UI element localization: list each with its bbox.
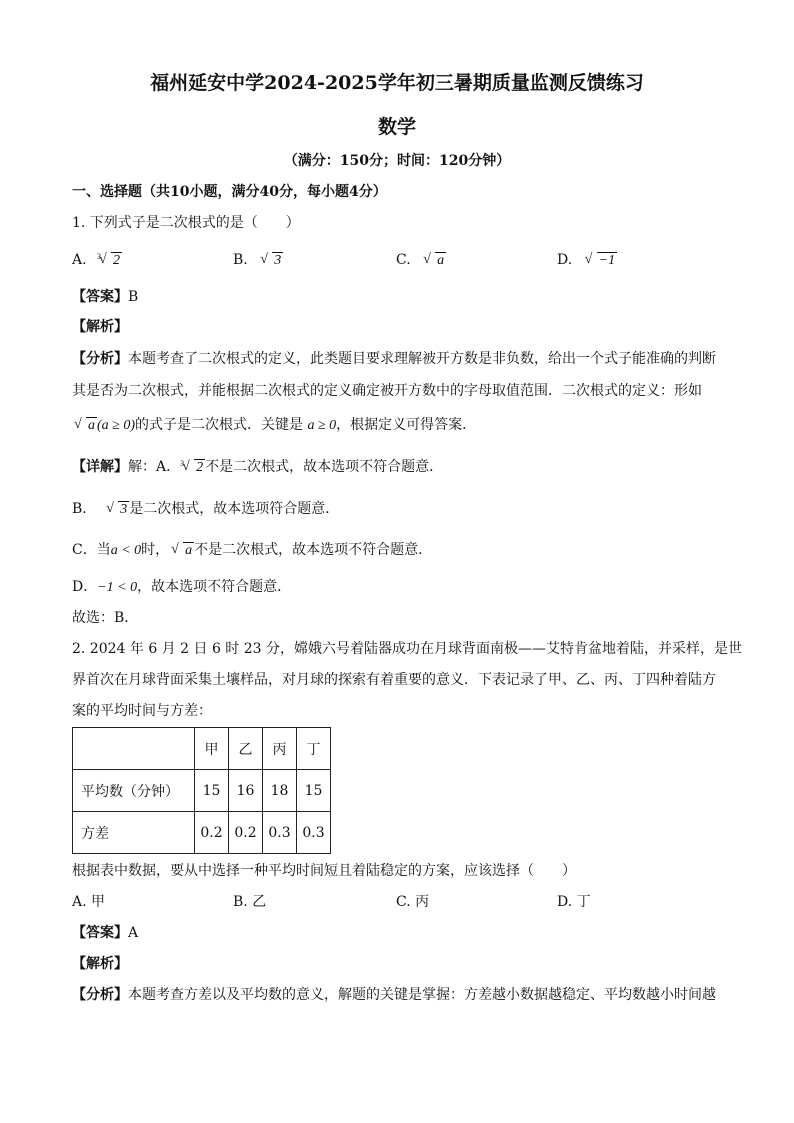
square-root: √ −1 (585, 251, 617, 271)
q1-analysis-tag: 【解析】 (72, 319, 128, 335)
q1-fenxi-line1: 【分析】本题考查了二次根式的定义，此类题目要求理解被开方数是非负数，给出一个式子能准确的判断 (72, 351, 716, 367)
table-row: 平均数（分钟） 15 16 18 15 (73, 770, 331, 812)
cube-root: √ 3 2 (99, 251, 122, 271)
q2-data-table (72, 727, 331, 854)
q2-analysis-tag: 【解析】 (72, 956, 128, 972)
q2-option-c: C. 丙 (396, 894, 430, 910)
q2-stem-line2: 界首次在月球背面采集土壤样品，对月球的探索有着重要的意义．下表记录了甲、乙、丙、丁四种着陆方 (72, 672, 716, 688)
q2-fenxi-line1: 【分析】本题考查方差以及平均数的意义，解题的关键是掌握：方差越小数据越稳定、平均数越小时间越 (72, 987, 716, 1003)
square-root: √ 3 (106, 500, 129, 520)
q1-option-d: D. √ −1 (557, 250, 617, 271)
q2-option-b: B. 乙 (233, 894, 267, 910)
q2-option-d: D. 丁 (557, 894, 591, 910)
q1-option-b: B. √ 3 (233, 250, 283, 271)
q2-option-a: A. 甲 (72, 894, 106, 910)
q2-stem-line3: 案的平均时间与方差： (72, 703, 212, 719)
square-root: √ a (423, 251, 446, 271)
q1-stem: 1. 下列式子是二次根式的是（ ） (72, 215, 300, 231)
q1-detail-c: C．当a < 0时，√ a 不是二次根式，故本选项不符合题意． (72, 540, 432, 561)
q1-detail-a: 【详解】解：A． √ 3 2 不是二次根式，故本选项不符合题意． (72, 457, 443, 478)
q2-answer: 【答案】A (72, 925, 139, 941)
q1-choose: 故选：B． (72, 610, 139, 626)
cube-root: √ 3 2 (182, 458, 205, 478)
square-root: √ a (171, 541, 194, 561)
section-heading: 一、选择题（共10小题，满分40分，每小题4分） (72, 184, 387, 200)
q1-detail-d: D．−1 < 0，故本选项不符合题意． (72, 579, 292, 595)
q1-option-c: C. √ a (396, 250, 446, 271)
q1-fenxi-line3: √ a (a ≥ 0)的式子是二次根式．关键是 a ≥ 0，根据定义可得答案． (72, 415, 476, 436)
q2-question: 根据表中数据，要从中选择一种平均时间短且着陆稳定的方案，应该选择（ ） (72, 863, 576, 879)
q1-detail-b: B．√ 3 是二次根式，故本选项符合题意． (72, 499, 339, 520)
subject-title: 数学 (377, 116, 416, 138)
table-row: 方差 0.2 0.2 0.3 0.3 (73, 812, 331, 854)
document-title: 福州延安中学2024-2025学年初三暑期质量监测反馈练习 (150, 72, 644, 94)
q1-answer: 【答案】B (72, 289, 139, 305)
q1-option-a: A. √ 3 2 (72, 250, 122, 271)
table-row: 甲 乙 丙 丁 (73, 728, 331, 770)
square-root: √ a (74, 416, 97, 436)
q1-fenxi-line2: 其是否为二次根式，并能根据二次根式的定义确定被开方数中的字母取值范围．二次根式的定义：形如 (72, 383, 702, 399)
q2-stem-line1: 2. 2024 年 6 月 2 日 6 时 23 分，嫦娥六号着陆器成功在月球背面南极——艾特肯盆地着陆，并采样，是世 (72, 641, 743, 657)
exam-meta: （满分：150分；时间：120分钟） (283, 153, 511, 169)
square-root: √ 3 (260, 251, 283, 271)
